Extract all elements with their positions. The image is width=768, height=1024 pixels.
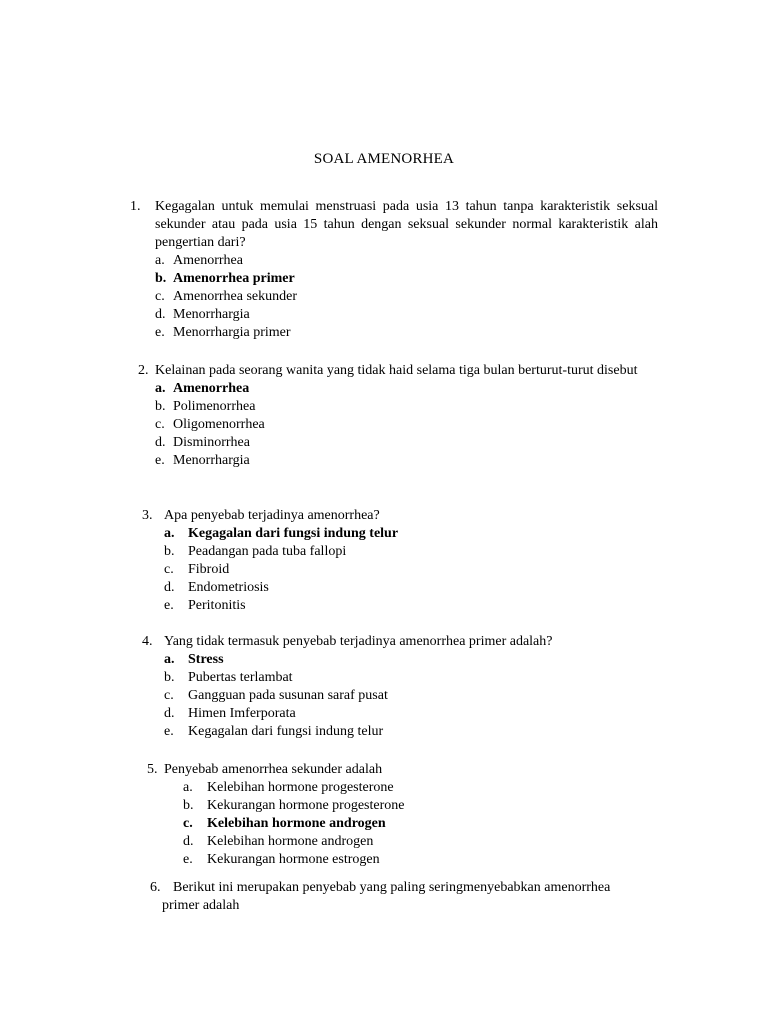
option-list [155, 252, 658, 342]
option-e [164, 723, 658, 741]
option-d [164, 579, 658, 597]
option-letter: b. [183, 798, 194, 813]
option-c [155, 288, 658, 306]
question-3 [142, 507, 658, 615]
option-letter: d. [155, 307, 166, 322]
option-text: Oligomenorrhea [173, 417, 265, 432]
option-letter: e. [164, 598, 174, 613]
option-text: Peadangan pada tuba fallopi [188, 544, 347, 559]
option-d [164, 705, 658, 723]
question-stem: Kegagalan untuk memulai menstruasi pada usia 13 tahun tanpa karakteristik seksual sekunder atau pada usia 15 tahun dengan seksual sekunder normal karakteristik alah pengertian dari? [155, 199, 658, 250]
option-a [183, 779, 658, 797]
option-text: Kegagalan dari fungsi indung telur [188, 724, 384, 739]
option-text: Kegagalan dari fungsi indung telur [188, 526, 399, 541]
option-letter: e. [164, 724, 174, 739]
option-text: Menorrhargia primer [173, 325, 291, 340]
option-d [155, 434, 658, 452]
option-b [155, 270, 658, 288]
option-c [155, 416, 658, 434]
option-list [183, 779, 658, 869]
option-b [183, 797, 658, 815]
option-e [155, 452, 658, 470]
question-stem: Kelainan pada seorang wanita yang tidak haid selama tiga bulan berturut-turut disebut [155, 363, 638, 378]
option-text: Menorrhargia [173, 453, 250, 468]
option-letter: b. [155, 399, 166, 414]
option-b [155, 398, 658, 416]
question-number: 4. [142, 634, 153, 649]
option-letter: e. [183, 852, 193, 867]
option-letter: d. [155, 435, 166, 450]
option-e [164, 597, 658, 615]
option-c [164, 687, 658, 705]
question-number: 1. [130, 199, 141, 214]
option-text: Stress [188, 652, 224, 667]
question-stem: Yang tidak termasuk penyebab terjadinya amenorrhea primer adalah? [164, 634, 553, 649]
option-letter: a. [155, 253, 165, 268]
option-a [164, 525, 658, 543]
option-c [183, 815, 658, 833]
option-b [164, 669, 658, 687]
option-text: Amenorrhea [173, 253, 243, 268]
option-text: Peritonitis [188, 598, 246, 613]
option-letter: b. [155, 271, 167, 286]
option-letter: e. [155, 325, 165, 340]
option-text: Amenorrhea [173, 381, 250, 396]
option-letter: d. [164, 580, 175, 595]
option-text: Kelebihan hormone androgen [207, 816, 386, 831]
option-b [164, 543, 658, 561]
option-text: Amenorrhea primer [173, 271, 295, 286]
question-number: 2. [138, 363, 149, 378]
option-d [155, 306, 658, 324]
option-letter: c. [183, 816, 193, 831]
option-text: Amenorrhea sekunder [173, 289, 298, 304]
option-letter: c. [155, 417, 165, 432]
option-letter: c. [164, 688, 174, 703]
option-letter: d. [164, 706, 175, 721]
question-5 [147, 761, 658, 869]
option-letter: d. [183, 834, 194, 849]
question-2 [138, 362, 658, 470]
option-e [155, 324, 658, 342]
option-list [155, 380, 658, 470]
option-a [155, 380, 658, 398]
option-text: Menorrhargia [173, 307, 250, 322]
question-number: 3. [142, 508, 153, 523]
option-letter: e. [155, 453, 165, 468]
question-number: 6. [150, 880, 161, 895]
option-letter: a. [164, 526, 175, 541]
question-6 [150, 879, 658, 915]
option-text: Kelebihan hormone progesterone [207, 780, 394, 795]
question-stem: Apa penyebab terjadinya amenorrhea? [164, 508, 380, 523]
question-1 [130, 198, 658, 342]
question-stem [162, 879, 658, 915]
option-c [164, 561, 658, 579]
option-letter: c. [155, 289, 165, 304]
option-e [183, 851, 658, 869]
question-number: 5. [147, 762, 158, 777]
option-letter: b. [164, 544, 175, 559]
option-letter: c. [164, 562, 174, 577]
question-stem: Penyebab amenorrhea sekunder adalah [164, 762, 383, 777]
option-text: Fibroid [188, 562, 230, 577]
page-title: SOAL AMENORHEA [313, 151, 455, 167]
option-text: Endometriosis [188, 580, 269, 595]
option-a [164, 651, 658, 669]
option-letter: a. [155, 381, 166, 396]
option-letter: b. [164, 670, 175, 685]
option-text: Kekurangan hormone progesterone [207, 798, 405, 813]
option-a [155, 252, 658, 270]
question-4 [142, 633, 658, 741]
option-text: Gangguan pada susunan saraf pusat [188, 688, 388, 703]
option-letter: a. [183, 780, 193, 795]
question-stem-line: Berikut ini merupakan penyebab yang paling seringmenyebabkan amenorrhea [173, 880, 611, 895]
option-list [164, 651, 658, 741]
option-letter: a. [164, 652, 175, 667]
option-text: Polimenorrhea [173, 399, 256, 414]
option-text: Kelebihan hormone androgen [207, 834, 374, 849]
question-stem-continuation: primer adalah [162, 898, 240, 913]
option-text: Kekurangan hormone estrogen [207, 852, 380, 867]
option-d [183, 833, 658, 851]
option-text: Pubertas terlambat [188, 670, 293, 685]
option-text: Disminorrhea [173, 435, 250, 450]
option-text: Himen Imferporata [188, 706, 296, 721]
option-list [164, 525, 658, 615]
